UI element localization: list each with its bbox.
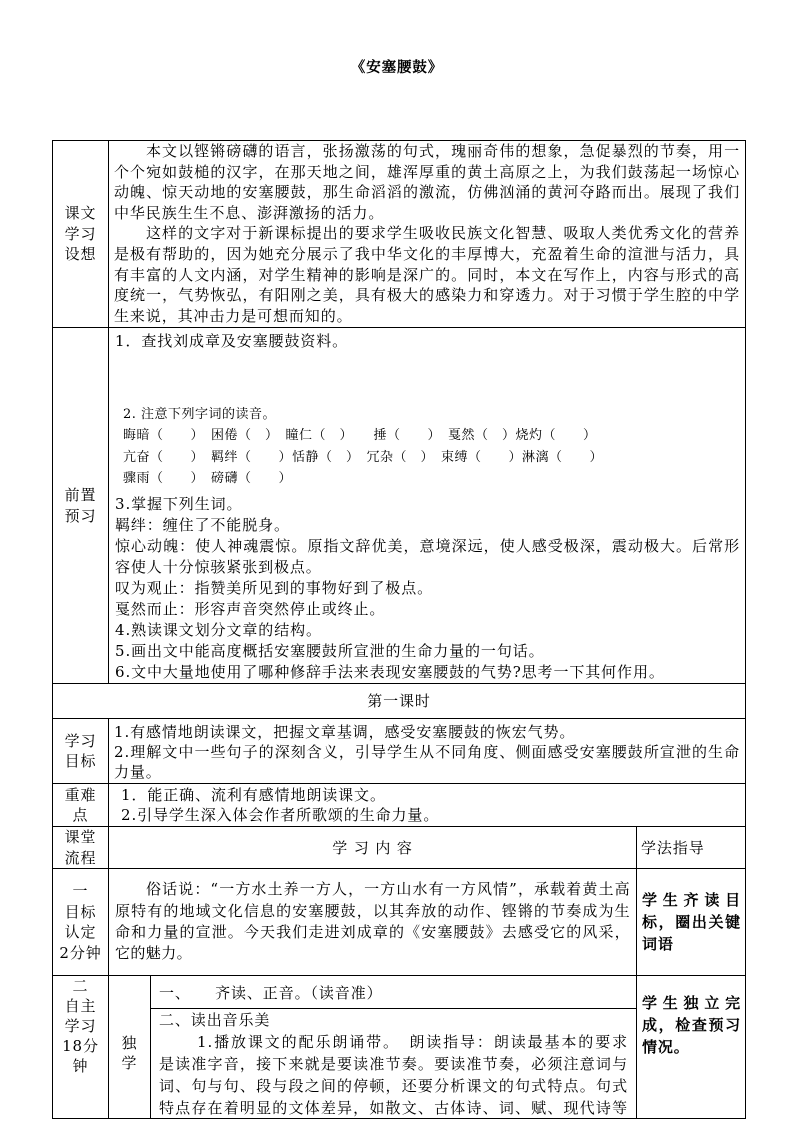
text-line: 它的魅力。	[115, 944, 193, 963]
text-line: 命和力量的宣泄。今天我们走进刘成章的《安塞腰鼓》去感受它的风采，	[115, 923, 630, 941]
design-label-cell	[52, 140, 109, 328]
key-points-label-cell	[52, 783, 109, 827]
vocab-line: 戛然而止：形容声音突然停止或终止。	[115, 599, 386, 618]
vocab-line: 容使人十分惊骇紧张到极点。	[115, 557, 322, 576]
text-line: 词、句与句、段与段之间的停顿，还要分析课文的句式特点。句式	[159, 1077, 628, 1095]
row-label-line: 2分钟	[59, 943, 102, 962]
row-label-line: 自主	[64, 997, 97, 1015]
row-label-line: 学习	[64, 731, 97, 750]
objectives-content-cell	[108, 718, 746, 784]
text-line: 生来说，其冲击力是可想而知的。	[114, 306, 353, 325]
step1-guide-cell	[636, 868, 746, 976]
key-points-content-cell	[108, 783, 746, 827]
preview-item: 6.文中大量地使用了哪种修辞手法来表现安塞腰鼓的气势?思考一下其何作用。	[115, 662, 665, 681]
step2-part1-cell	[150, 975, 637, 1009]
text-line: 是极有帮助的，因为她充分展示了我中华文化的丰厚博大，充盈着生命的渲泄与活力，具	[114, 244, 740, 263]
preview-content-cell	[108, 327, 746, 684]
text-line: 有丰富的人文内涵，对学生精神的影响是深广的。同时，本文在写作上，内容与形式的高	[114, 265, 740, 284]
step1-content-cell	[108, 868, 637, 976]
flow-label-cell	[52, 826, 109, 869]
row-label-line: 课文	[64, 204, 97, 223]
row-label-line: 课堂	[64, 828, 97, 846]
guide-column-header	[636, 826, 746, 869]
study-mode-cell	[108, 975, 151, 1119]
row-label-line: 重难	[64, 785, 97, 804]
text-line: 这样的文字对于新课标提出的要求学生吸收民族文化智慧、吸取人类优秀文化的营养	[146, 224, 740, 243]
objective-line: 力量。	[114, 763, 162, 781]
step1-label-cell	[52, 868, 109, 976]
preview-item: 3.掌握下列生词。	[115, 494, 243, 513]
objectives-label-cell	[52, 718, 109, 784]
step1-guide-text: 学生齐读目标，圈出关键词语	[642, 891, 741, 953]
preview-label-cell	[52, 327, 109, 684]
objective-line: 1.有感情地朗读课文，把握文章基调，感受安塞腰鼓的恢宏气势。	[114, 723, 576, 741]
lesson-heading-cell	[52, 683, 746, 719]
row-label-line: 18分	[62, 1037, 99, 1055]
pronunciation-line: 亢奋（ ） 羁绊（ ）恬静（ ） 冗杂（ ） 束缚（ ）淋漓（ ）	[123, 449, 604, 465]
preview-item: 4.熟读课文划分文章的结构。	[115, 620, 322, 639]
preview-item: 2. 注意下列字词的读音。	[123, 406, 277, 422]
pronunciation-line: 骤雨（ ） 磅礴（ ）	[123, 471, 293, 487]
design-content-cell	[108, 140, 746, 328]
step2-label-cell	[52, 975, 109, 1119]
content-column-header	[108, 826, 637, 869]
guide-header-text: 学法指导	[641, 839, 705, 857]
row-label-line: 流程	[64, 848, 97, 867]
text-line: 个个宛如鼓槌的汉字，在那天地之间，雄浑厚重的黄土高原之上，为我们鼓荡起一场惊心	[114, 162, 740, 181]
text-line: 本文以铿锵磅礴的语言，张扬激荡的句式，瑰丽奇伟的想象，急促暴烈的节奏，用一	[146, 142, 740, 160]
row-label-line: 前置	[64, 486, 97, 504]
key-point-line: 1．能正确、流利有感情地朗读课文。	[121, 786, 386, 804]
step2-guide-text: 学生独立完成，检查预习情况。	[642, 994, 741, 1056]
text-line: 是读准字音，接下来就是要读准节奏。要读准节奏，必须注意词与	[159, 1055, 628, 1073]
preview-item: 1．查找刘成章及安塞腰鼓资料。	[115, 332, 349, 350]
row-label-line: 钟	[72, 1057, 89, 1075]
vocab-line: 惊心动魄：使人神魂震惊。原指文辞优美，意境深远，使人感受极深，震动极大。后常形	[115, 536, 740, 555]
text-line: 俗话说：“一方水土养一方人，一方山水有一方风情”，承载着黄土高	[146, 880, 630, 899]
lesson-heading: 第一课时	[367, 692, 431, 710]
text-line: 度统一，气势恢弘，有阳刚之美，具有极大的感染力和穿透力。对于习惯于学生腔的中学	[114, 286, 740, 305]
step2-part1-text: 一、 齐读、正音。（读音准）	[159, 983, 383, 1002]
preview-item: 5.画出文中能高度概括安塞腰鼓所宣泄的生命力量的一句话。	[115, 641, 545, 660]
objective-line: 2.理解文中一些句子的深刻含义，引导学生从不同角度、侧面感受安塞腰鼓所宣泄的生命	[114, 743, 740, 761]
page-title: 《安塞腰鼓》	[350, 59, 444, 76]
step2-guide-cell	[636, 975, 746, 1119]
row-label-line: 点	[72, 806, 89, 824]
row-label-line: 目标	[64, 902, 97, 921]
text-line: 特点存在着明显的文体差异，如散文、古体诗、词、赋、现代诗等	[159, 1099, 628, 1117]
text-line: 1.播放课文的配乐朗诵带。 朗读指导：朗读最基本的要求	[197, 1033, 628, 1051]
key-point-line: 2.引导学生深入体会作者所歌颂的生命力量。	[121, 806, 440, 824]
text-line: 中华民族生生不息、澎湃激扬的活力。	[114, 203, 385, 222]
study-mode-line: 学	[121, 1054, 138, 1072]
pronunciation-line: 晦暗（ ） 困倦（ ） 瞳仁（ ） 捶（ ） 戛然（ ）烧灼（ ）	[123, 428, 597, 444]
row-label-line: 一	[72, 882, 89, 900]
row-label-line: 学习	[64, 224, 97, 243]
text-line: 二、读出音乐美	[159, 1011, 271, 1029]
row-label-line: 学习	[64, 1017, 97, 1035]
content-header-text: 学 习 内 容	[332, 839, 413, 857]
row-label-line: 预习	[64, 506, 97, 525]
row-label-line: 二	[72, 977, 89, 995]
row-label-line: 目标	[64, 752, 97, 770]
vocab-line: 叹为观止：指赞美所见到的事物好到了极点。	[115, 578, 434, 597]
study-mode-line: 独	[121, 1033, 138, 1052]
text-line: 动魄、惊天动地的安塞腰鼓，那生命滔滔的激流，仿佛汹涌的黄河夺路而出。展现了我们	[114, 183, 740, 202]
step2-part2-cell	[150, 1008, 637, 1119]
vocab-line: 羁绊：缠住了不能脱身。	[115, 515, 290, 534]
row-label-line: 设想	[64, 245, 97, 264]
row-label-line: 认定	[64, 923, 97, 941]
text-line: 原特有的地域文化信息的安塞腰鼓，以其奔放的动作、铿锵的节奏成为生	[115, 901, 630, 920]
